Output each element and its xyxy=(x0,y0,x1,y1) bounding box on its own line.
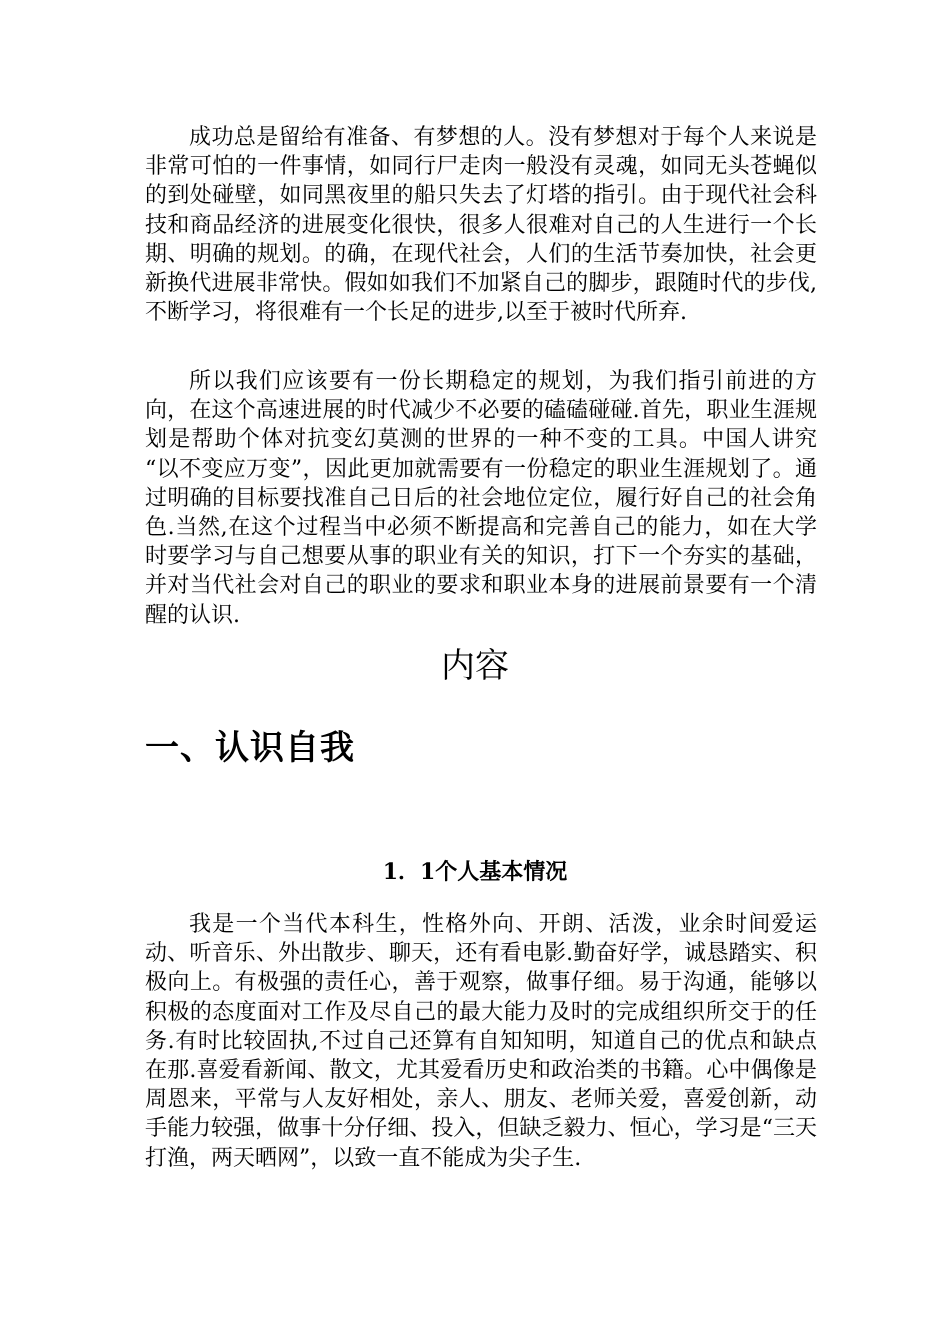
chapter-heading: 一、认识自我 xyxy=(145,728,355,768)
intro-paragraph-2: 所以我们应该要有一份长期稳定的规划，为我们指引前进的方向，在这个高速进展的时代减少不必要的磕磕碰碰.首先，职业生涯规划是帮助个体对抗变幻莫测的世界的一种不变的工具。中国人讲究 “以不变应万变”，因此更加就需要有一份稳定的职业生涯规划了。通过明确的目标要找准自己日后的社会地位定位，履行好自己的社会角色.当然,在这个过程当中必须不断提高和完善自己的能力，如在大学时要学习与自己想要从事的职业有关的知识，打下一个夯实的基础，并对当代社会对自己的职业的要求和职业本身的进展前景要有一个清醒的认识. xyxy=(145,369,817,628)
section-heading: 1．1个人基本情况 xyxy=(382,859,568,885)
intro-paragraph-1: 成功总是留给有准备、有梦想的人。没有梦想对于每个人来说是非常可怕的一件事情，如同行尸走肉一般没有灵魂，如同无头苍蝇似的到处碰壁，如同黑夜里的船只失去了灯塔的指引。由于现代社会科技和商品经济的进展变化很快，很多人很难对自己的人生进行一个长期、明确的规划。的确，在现代社会，人们的生活节奏加快，社会更新换代进展非常快。假如如我们不加紧自己的脚步，跟随时代的步伐,不断学习，将很难有一个长足的进步,以至于被时代所弃. xyxy=(145,125,817,326)
personal-info-paragraph: 我是一个当代本科生，性格外向、开朗、活泼，业余时间爱运动、听音乐、外出散步、聊天，还有看电影.勤奋好学，诚恳踏实、积极向上。有极强的责任心，善于观察，做事仔细。易于沟通，能够以积极的态度面对工作及尽自己的最大能力及时的完成组织所交于的任务.有时比较固执,不过自己还算有自知知明，知道自己的优点和缺点在那.喜爱看新闻、散文，尤其爱看历史和政治类的书籍。心中偶像是周恩来，平常与人友好相处，亲人、朋友、老师关爱，喜爱创新，动手能力较强，做事十分仔细、投入，但缺乏毅力、恒心，学习是“三天打渔，两天晒网”，以致一直不能成为尖子生. xyxy=(145,912,817,1171)
content-heading: 内容 xyxy=(441,646,509,686)
